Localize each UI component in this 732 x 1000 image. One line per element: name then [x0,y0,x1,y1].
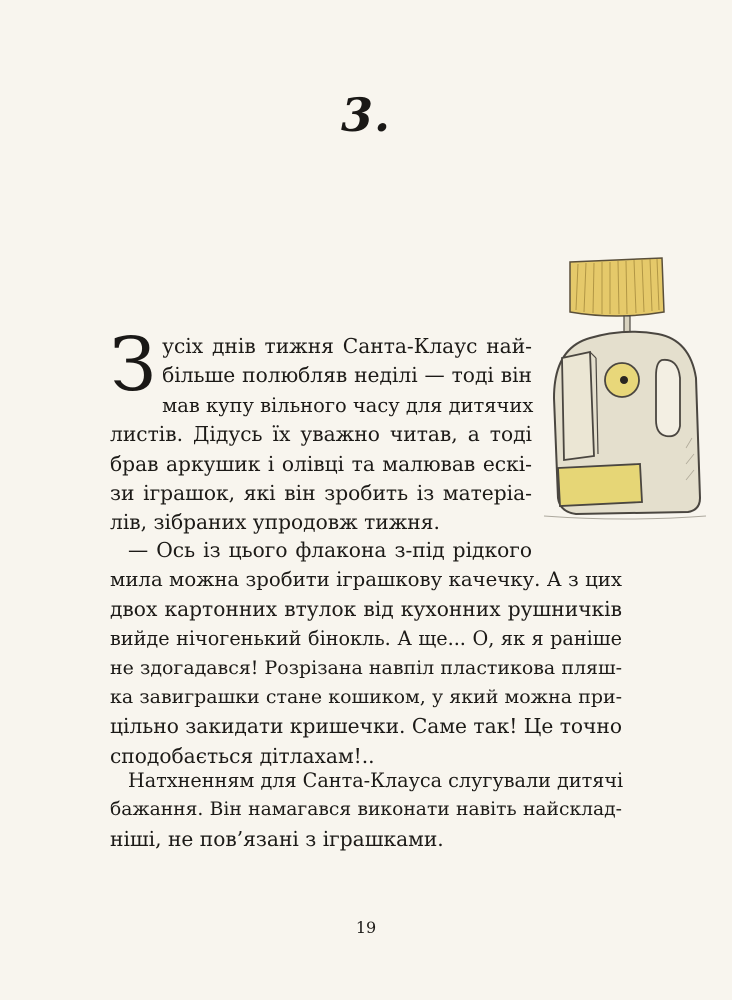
text-line: двох картонних втулок від кухонних рушничків [110,596,622,621]
text-line: листів. Дідусь їх уважно читав, а тоді [110,422,532,447]
text-line: цільно закидати кришечки. Саме так! Це точно [110,714,623,739]
text-line: мила можна зробити іграшкову качечку. А з цих [110,568,622,592]
text-line: — Ось із цього флакона з-під рідкого [128,538,532,562]
text-line: бажання. Він намагався виконати навіть найсклад- [110,799,622,821]
paragraph-2 [110,536,622,771]
bottle-face-illustration-icon [540,248,710,533]
text-line: усіх днів тижня Санта-Клаус най- [162,334,532,358]
text-line: вийде нічогенький бінокль. А ще... О, як я раніше [110,627,622,651]
text-line: сподобається дітлахам!.. [110,743,375,768]
text-line: лів, зібраних упродовж тижня. [110,510,440,535]
text-line: не здогадався! Розрізана навпіл пластикова пляш- [110,656,622,679]
text-line: ка завиграшки стане кошиком, у який можна при- [110,686,622,709]
paragraph-1 [110,322,534,538]
drop-cap: З [110,322,157,408]
mouth-icon [558,464,642,506]
eye-icon [605,363,639,397]
text-line: Натхненням для Санта-Клауса слугували дитячі [128,769,624,792]
page-number: 19 [355,918,377,937]
brush-icon [570,258,664,332]
text-line: мав купу вільного часу для дитячих [162,393,534,417]
chapter-number: 3. [340,88,392,142]
paragraph-3 [110,766,622,854]
text-line: ніші, не пов’язані з іграшками. [110,826,444,851]
text-line: більше полюбляв неділі — тоді він [162,363,532,388]
text-line: зи іграшок, які він зробить із матеріа- [110,481,532,506]
text-line: брав аркушик і олівці та малював ескі- [110,451,532,476]
